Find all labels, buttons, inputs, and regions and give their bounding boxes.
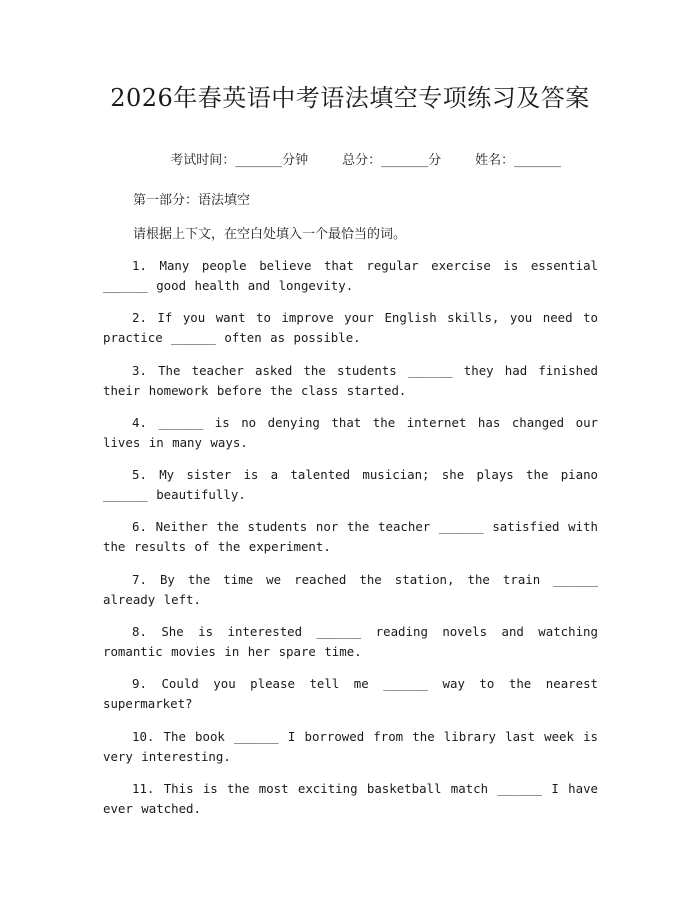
question-number: 5. (132, 467, 147, 483)
question-text: Many people believe that regular exercise is essential ______ good health and longevity. (103, 258, 598, 293)
question-text: This is the most exciting basketball match ______ I have ever watched. (103, 780, 599, 816)
question-text: ______ is no denying that the internet has changed our lives in many ways. (103, 414, 598, 450)
question-number: 7. (132, 571, 147, 587)
question-list (103, 256, 598, 831)
exam-time-field: 考试时间：______分钟 (170, 153, 309, 168)
question-item (103, 674, 598, 714)
exam-meta-line (0, 131, 700, 191)
question-text: Neither the students nor the teacher ______ satisfied with the results of the experiment. (103, 519, 598, 555)
question-number: 8. (132, 624, 147, 640)
question-item (103, 361, 598, 401)
section-heading: 第一部分：语法填空 (133, 193, 251, 208)
question-number: 10. (132, 728, 155, 744)
question-number: 3. (132, 362, 147, 378)
question-item (103, 413, 598, 453)
question-number: 11. (132, 780, 155, 796)
question-text: The teacher asked the students ______ they had finished their homework before the class started. (103, 362, 598, 398)
question-item (103, 570, 598, 610)
question-number: 9. (132, 676, 147, 692)
total-score-field: 总分：______分 (342, 153, 442, 168)
question-text: The book ______ I borrowed from the library last week is very interesting. (103, 728, 598, 764)
question-item (103, 308, 598, 348)
question-number: 1. (132, 258, 147, 273)
question-text: If you want to improve your English skills, you need to practice ______ often as possible. (103, 310, 598, 346)
question-text: Could you please tell me ______ way to the nearest supermarket? (103, 676, 598, 712)
question-text: She is interested ______ reading novels and watching romantic movies in her spare time. (103, 624, 598, 660)
question-item (103, 622, 598, 662)
question-item (103, 727, 598, 767)
question-number: 6. (132, 519, 147, 535)
student-name-field: 姓名：______ (475, 153, 562, 168)
instructions-text: 请根据上下文，在空白处填入一个最恰当的词。 (133, 227, 407, 242)
question-item (103, 779, 598, 819)
question-number: 2. (132, 310, 147, 326)
question-number: 4. (132, 414, 147, 430)
question-item (103, 465, 598, 505)
question-text: My sister is a talented musician; she plays the piano ______ beautifully. (103, 467, 598, 503)
document-title: 2026年春英语中考语法填空专项练习及答案 (110, 84, 590, 112)
question-item (103, 517, 598, 557)
question-item (103, 256, 598, 296)
question-text: By the time we reached the station, the train ______ already left. (103, 571, 598, 607)
